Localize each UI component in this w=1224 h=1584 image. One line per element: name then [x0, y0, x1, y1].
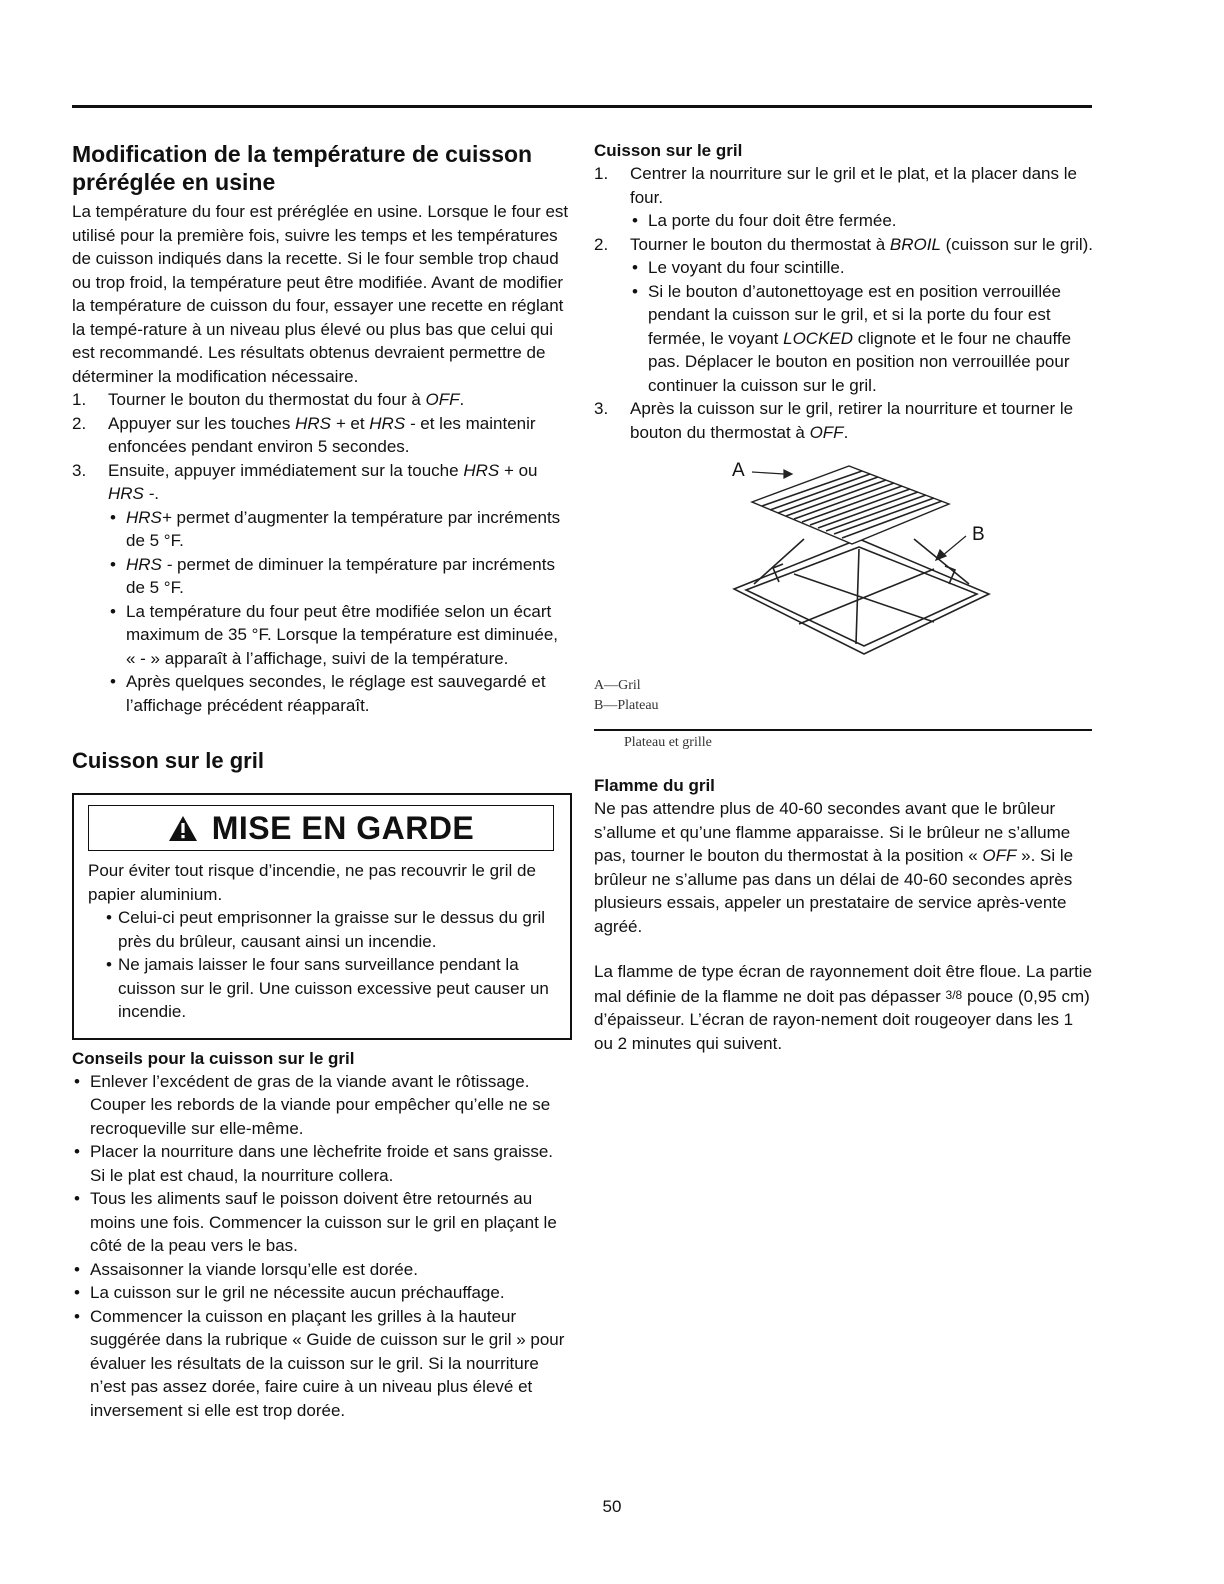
- figure-legend: [594, 676, 659, 716]
- step-text: Tourner le bouton du thermostat du four à: [108, 390, 426, 409]
- bullet-key: HRS -: [126, 554, 173, 574]
- step-key: HRS +: [295, 413, 346, 433]
- bullet-locked: [630, 280, 1094, 398]
- bullet-key: HRS+: [126, 507, 172, 527]
- section-heading-temperature: Modification de la température de cuisson préréglée en usine: [72, 141, 533, 195]
- broil-step-2: [594, 233, 1094, 398]
- left-column: [72, 140, 572, 1422]
- step-text: .: [459, 390, 465, 409]
- broil-step-3: [594, 397, 1094, 444]
- paragraph-key: OFF: [982, 846, 1017, 865]
- tip-item: • La cuisson sur le gril ne nécessite aucun préchauffage.: [72, 1281, 572, 1305]
- step-text: (cuisson sur le gril).: [940, 234, 1094, 254]
- broil-step-1-bullets: [630, 209, 1094, 233]
- broiler-pan-grid-illustration: [594, 444, 1094, 674]
- step-key: HRS -: [108, 484, 155, 503]
- bullet-hrs-plus: [108, 506, 572, 553]
- bullet-light-flashes: • Le voyant du four scintille.: [630, 256, 1094, 280]
- step-text: et les maintenir enfoncées pendant environ 5 secondes.: [108, 413, 536, 456]
- step-text: Ensuite, appuyer immédiatement sur la touche: [108, 460, 464, 480]
- step-key: HRS -: [369, 413, 416, 433]
- warning-text: Pour éviter tout risque d’incendie, ne pas recouvrir le gril de papier aluminium.: [88, 861, 536, 904]
- legend-a: A—Gril: [594, 678, 641, 693]
- step-text: et: [345, 413, 370, 433]
- bullet-text: clignote et le four ne chauffe pas. Déplacer le bouton en position non verrouillée pour continuer la cuisson sur le gril.: [648, 328, 1072, 395]
- bullet-text: permet de diminuer la température par incréments de 5 °F.: [126, 554, 555, 597]
- step-key: HRS: [463, 460, 500, 480]
- flame-paragraph-2: [594, 960, 1094, 1055]
- broil-steps: [594, 162, 1094, 444]
- step-number: 3.: [72, 460, 87, 480]
- legend-b: B—Plateau: [594, 698, 659, 713]
- step-2: [72, 412, 572, 459]
- step-number: 2.: [594, 234, 609, 254]
- fraction: 3/8: [945, 987, 963, 1002]
- tip-item: • Enlever l’excédent de gras de la viande avant le rôtissage. Couper les rebords de la viande pour empêcher qu’elle ne se recroqueville sur elle-même.: [72, 1070, 572, 1141]
- step-number: 3.: [594, 399, 609, 418]
- paragraph-text: La flamme de type écran de rayonnement doit être floue. La partie mal définie de la flamme ne doit pas dépasser: [594, 962, 1093, 1006]
- step-text: Appuyer sur les touches: [108, 413, 296, 433]
- flame-paragraph-1: [594, 797, 1094, 938]
- figure-rule: [594, 729, 1092, 731]
- tip-item: • Commencer la cuisson en plaçant les grilles à la hauteur suggérée dans la rubrique « Guide de cuisson sur le gril » pour évaluer les résultats de la cuisson sur le gril. Si la nourriture n’est pas assez dorée, faire cuire à un niveau plus élevé et inversement si elle est trop dorée.: [72, 1305, 572, 1423]
- bullet-text: Si le bouton d’autonettoyage est en position verrouillée pendant la cuisson sur le gril, et si la porte du four est fermée, le voyant: [648, 281, 1062, 348]
- paragraph-text: Ne pas attendre plus de 40-60 secondes avant que le brûleur s’allume et qu’une flamme apparaisse. Si le brûleur ne s’allume pas, tourner le bouton du thermostat à la position «: [594, 799, 1071, 865]
- paragraph-text: pouce (0,95 cm) d’épaisseur. L’écran de rayon-nement doit rougeoyer dans les 1 ou 2 minutes qui suivent.: [594, 986, 1090, 1053]
- step-text: Après la cuisson sur le gril, retirer la nourriture et tourner le bouton du thermostat à: [630, 399, 1074, 442]
- figure-label-b: B: [972, 524, 985, 545]
- step-key: OFF: [809, 422, 844, 442]
- right-column: [594, 140, 1094, 1055]
- top-rule: [72, 105, 1092, 108]
- warning-box: [72, 793, 572, 1040]
- broil-heading: Cuisson sur le gril: [594, 141, 743, 160]
- step-text: .: [843, 422, 849, 442]
- broil-step-2-bullets: [630, 256, 1094, 397]
- tip-item: • Assaisonner la viande lorsqu’elle est dorée.: [72, 1258, 572, 1282]
- bullet-door-closed: • La porte du four doit être fermée.: [630, 209, 1094, 233]
- step-number: 1.: [72, 390, 87, 409]
- figure-caption: Plateau et grille: [624, 735, 712, 750]
- tip-item: • Tous les aliments sauf le poisson doivent être retournés au moins une fois. Commencer la cuisson sur le gril en plaçant le côté de la peau vers le bas.: [72, 1187, 572, 1258]
- warning-title: MISE EN GARDE: [211, 809, 475, 846]
- warning-bullets: [88, 906, 554, 1024]
- broil-step-1: [594, 162, 1094, 233]
- temperature-steps: [72, 388, 572, 717]
- bullet-key: LOCKED: [783, 328, 854, 348]
- bullet-text: permet d’augmenter la température par incréments de 5 °F.: [126, 507, 561, 550]
- step-number: 1.: [594, 164, 609, 183]
- step-key: OFF: [425, 390, 460, 409]
- warning-bullet: • Ne jamais laisser le four sans surveillance pendant la cuisson sur le gril. Une cuisson excessive peut causer un incendie.: [104, 953, 554, 1024]
- warning-triangle-icon: [168, 815, 198, 842]
- step-text: Centrer la nourriture sur le gril et le plat, et la placer dans le four.: [630, 164, 1077, 207]
- step-number: 2.: [72, 413, 87, 433]
- step-key: BROIL: [889, 234, 941, 254]
- step-3-bullets: [108, 506, 572, 718]
- page-number: 50: [602, 1497, 622, 1516]
- bullet-hrs-minus: [108, 553, 572, 600]
- tips-heading: Conseils pour la cuisson sur le gril: [72, 1048, 355, 1068]
- step-1: [72, 388, 572, 412]
- figure-label-a: A: [732, 460, 745, 481]
- tip-item: • Placer la nourriture dans une lèchefrite froide et sans graisse. Si le plat est chaud, la nourriture collera.: [72, 1140, 572, 1187]
- warning-header: [88, 805, 554, 851]
- warning-bullet: • Celui-ci peut emprisonner la graisse sur le dessus du gril près du brûleur, causant ainsi un incendie.: [104, 906, 554, 953]
- tips-list: [72, 1070, 572, 1423]
- step-text: Tourner le bouton du thermostat à: [630, 234, 890, 254]
- temperature-intro: La température du four est préréglée en usine. Lorsque le four est utilisé pour la première fois, suivre les temps et les températures de cuisson indiqués dans la recette. Si le four semble trop chaud ou trop froid, la température peut être modifiée. Avant de modifier la température de cuisson du four, essayer une recette en réglant la tempé-rature à un niveau plus élevé ou plus bas que celui qui est recommandé. Les résultats obtenus devraient permettre de déterminer la modification nécessaire.: [72, 202, 569, 386]
- step-3: [72, 459, 572, 718]
- bullet-saved: • Après quelques secondes, le réglage est sauvegardé et l’affichage précédent réapparaît.: [108, 670, 572, 717]
- step-text: + ou: [499, 460, 538, 480]
- flame-heading: Flamme du gril: [594, 776, 715, 795]
- step-text: .: [154, 484, 160, 503]
- section-heading-broil: Cuisson sur le gril: [72, 748, 264, 773]
- broiler-figure: [594, 444, 1094, 719]
- bullet-max-range: • La température du four peut être modifiée selon un écart maximum de 35 °F. Lorsque la température est diminuée, « - » apparaît à l’affichage, suivi de la température.: [108, 600, 572, 671]
- paragraph-text: ». Si le brûleur ne s’allume pas dans un délai de 40-60 secondes après plusieurs essais, appeler un prestataire de service après-vente agréé.: [594, 846, 1074, 936]
